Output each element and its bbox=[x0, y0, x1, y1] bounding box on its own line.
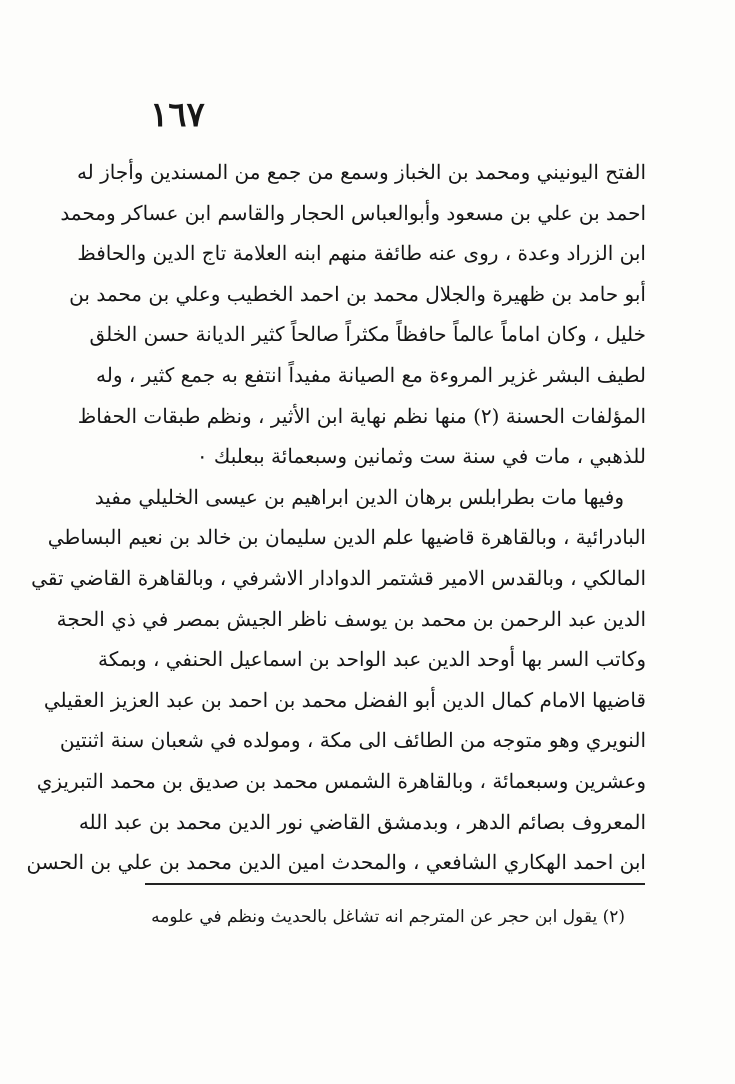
page-number: ١٦٧ bbox=[150, 95, 205, 135]
text-line: احمد بن علي بن مسعود وأبوالعباس الحجار والقاسم ابن عساكر ومحمد bbox=[60, 200, 646, 225]
text-line: قاضيها الامام كمال الدين أبو الفضل محمد بن احمد بن عبد العزيز العقيلي bbox=[43, 687, 646, 712]
text-line: خليل ، وكان اماماً عالماً حافظاً مكثراً صالحاً كثير الديانة حسن الخلق bbox=[89, 322, 646, 347]
text-line: المؤلفات الحسنة (٢) منها نظم نهاية ابن الأثير ، ونظم طبقات الحفاظ bbox=[77, 403, 646, 428]
footnote: (٢) يقول ابن حجر عن المترجم انه تشاغل بالحديث ونظم في علومه bbox=[151, 907, 625, 927]
text-line: الدين عبد الرحمن بن محمد بن يوسف ناظر الجيش بمصر في ذي الحجة bbox=[56, 606, 646, 631]
text-line: النويري وهو متوجه من الطائف الى مكة ، ومولده في شعبان سنة اثنتين bbox=[59, 728, 646, 753]
body-text bbox=[26, 152, 646, 883]
text-line: للذهبي ، مات في سنة ست وثمانين وسبعمائة ببعلبك ٠ bbox=[196, 444, 646, 469]
text-line: ابن احمد الهكاري الشافعي ، والمحدث امين الدين محمد بن علي بن الحسن bbox=[26, 850, 646, 875]
text-line: أبو حامد بن ظهيرة والجلال محمد بن احمد الخطيب وعلي بن محمد بن bbox=[69, 281, 646, 306]
text-line: البادرائية ، وبالقاهرة قاضيها علم الدين سليمان بن خالد بن نعيم البساطي bbox=[47, 525, 646, 550]
text-line: وكاتب السر بها أوحد الدين عبد الواحد بن اسماعيل الحنفي ، وبمكة bbox=[98, 647, 646, 672]
text-line: المعروف بصائم الدهر ، وبدمشق القاضي نور الدين محمد بن عبد الله bbox=[78, 809, 646, 834]
text-line: ابن الزراد وعدة ، روى عنه طائفة منهم ابنه العلامة تاج الدين والحافظ bbox=[77, 241, 646, 266]
text-line: لطيف البشر غزير المروءة مع الصيانة مفيداً انتفع به جمع كثير ، وله bbox=[96, 362, 646, 387]
text-line: الفتح اليونيني ومحمد بن الخباز وسمع من جمع من المسندين وأجاز له bbox=[76, 160, 646, 184]
text-line: وعشرين وسبعمائة ، وبالقاهرة الشمس محمد بن صديق بن محمد التبريزي bbox=[36, 768, 646, 793]
text-line: المالكي ، وبالقدس الامير قشتمر الدوادار الاشرفي ، وبالقاهرة القاضي تقي bbox=[31, 565, 646, 590]
text-line: وفيها مات بطرابلس برهان الدين ابراهيم بن عيسى الخليلي مفيد bbox=[94, 484, 624, 509]
footnote-divider bbox=[145, 883, 645, 885]
